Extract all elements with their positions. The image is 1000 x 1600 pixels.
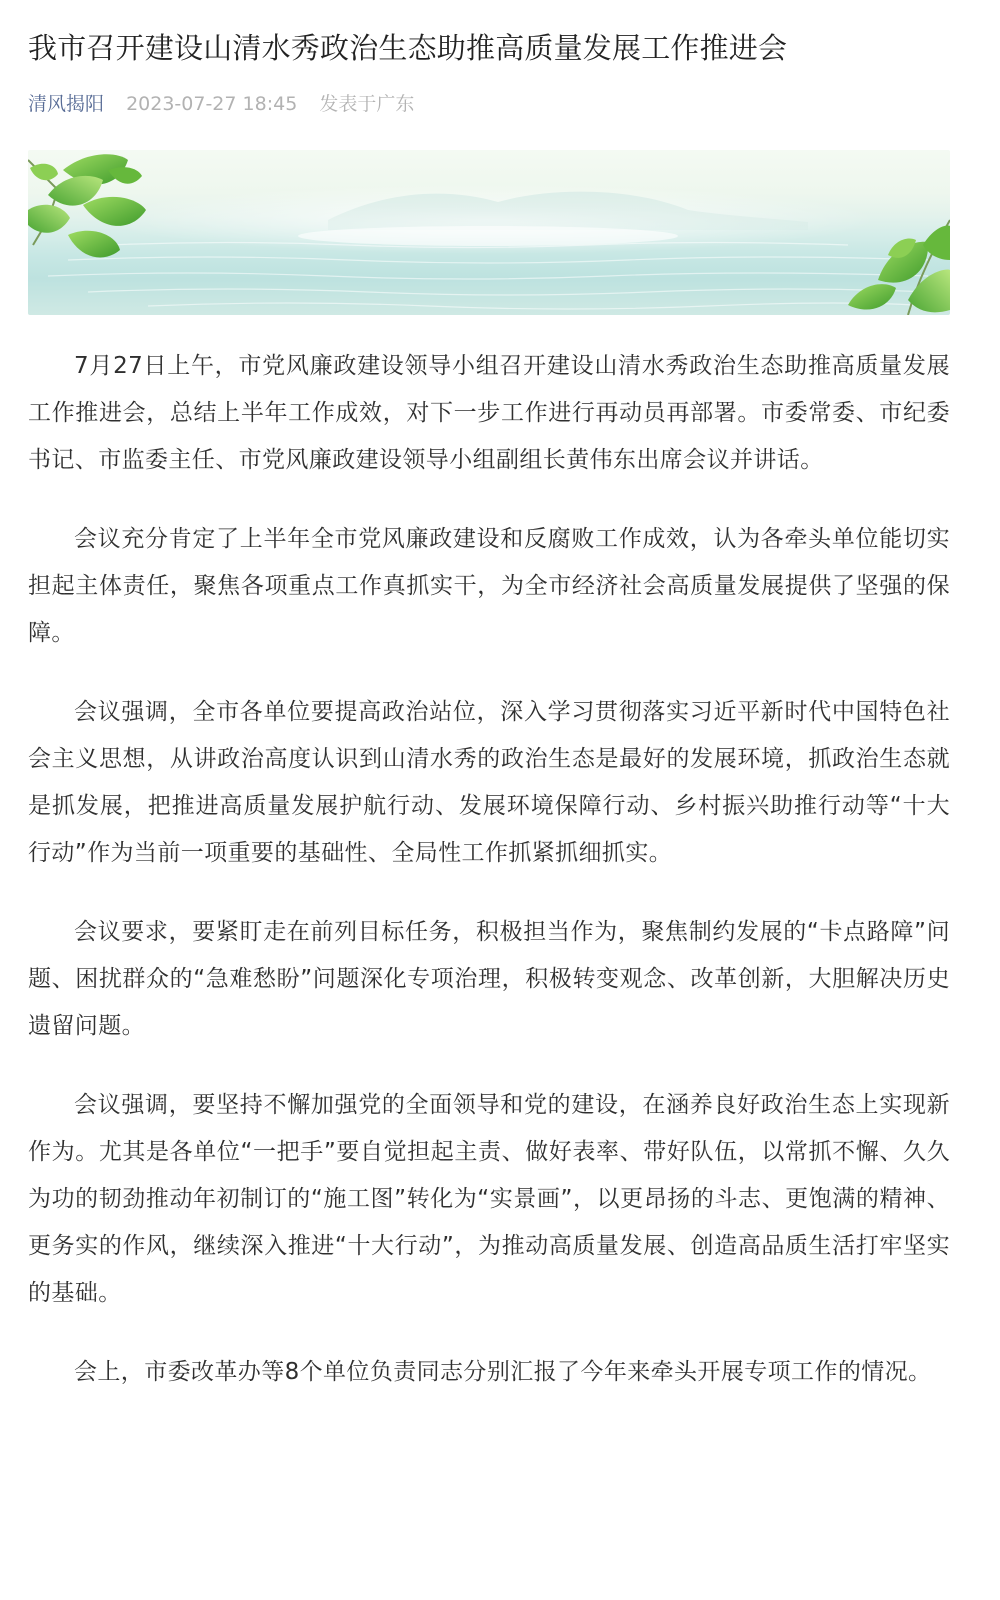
header-banner-image [28, 150, 950, 315]
water-surface-icon [28, 150, 950, 315]
paragraph: 会上，市委改革办等8个单位负责同志分别汇报了今年来牵头开展专项工作的情况。 [74, 1359, 932, 1385]
article-content [28, 343, 950, 1396]
article-meta [28, 90, 970, 118]
leaf-cluster-icon [28, 154, 146, 257]
paragraph: 会议强调，要坚持不懈加强党的全面领导和党的建设，在涵养良好政治生态上实现新作为。尤其是各单位“一把手”要自觉担起主责、做好表率、带好队伍，以常抓不懈、久久为功的韧劲推动年初制订的“施工图”转化为“实景画”，以更昂扬的斗志、更饱满的精神、更务实的作风，继续深入推进“十大行动”，为推动高质量发展、创造高品质生活打牢坚实的基础。 [28, 1092, 950, 1306]
paragraph: 会议强调，全市各单位要提高政治站位，深入学习贯彻落实习近平新时代中国特色社会主义思想，从讲政治高度认识到山清水秀的政治生态是最好的发展环境，抓政治生态就是抓发展，把推进高质量发展护航行动、发展环境保障行动、乡村振兴助推行动等“十大行动”作为当前一项重要的基础性、全局性工作抓紧抓细抓实。 [28, 699, 950, 866]
paragraph: 7月27日上午，市党风廉政建设领导小组召开建设山清水秀政治生态助推高质量发展工作推进会，总结上半年工作成效，对下一步工作进行再动员再部署。市委常委、市纪委书记、市监委主任、市党风廉政建设领导小组副组长黄伟东出席会议并讲话。 [28, 353, 950, 473]
paragraph: 会议要求，要紧盯走在前列目标任务，积极担当作为，聚焦制约发展的“卡点路障”问题、困扰群众的“急难愁盼”问题深化专项治理，积极转变观念、改革创新，大胆解决历史遗留问题。 [28, 919, 950, 1039]
article-title: 我市召开建设山清水秀政治生态助推高质量发展工作推进会 [28, 31, 788, 65]
publish-location: 发表于广东 [319, 93, 415, 115]
paragraph: 会议充分肯定了上半年全市党风廉政建设和反腐败工作成效，认为各牵头单位能切实担起主体责任，聚焦各项重点工作真抓实干，为全市经济社会高质量发展提供了坚强的保障。 [28, 526, 950, 646]
author-link[interactable]: 清风揭阳 [28, 93, 105, 115]
publish-time: 2023-07-27 18:45 [126, 93, 298, 115]
